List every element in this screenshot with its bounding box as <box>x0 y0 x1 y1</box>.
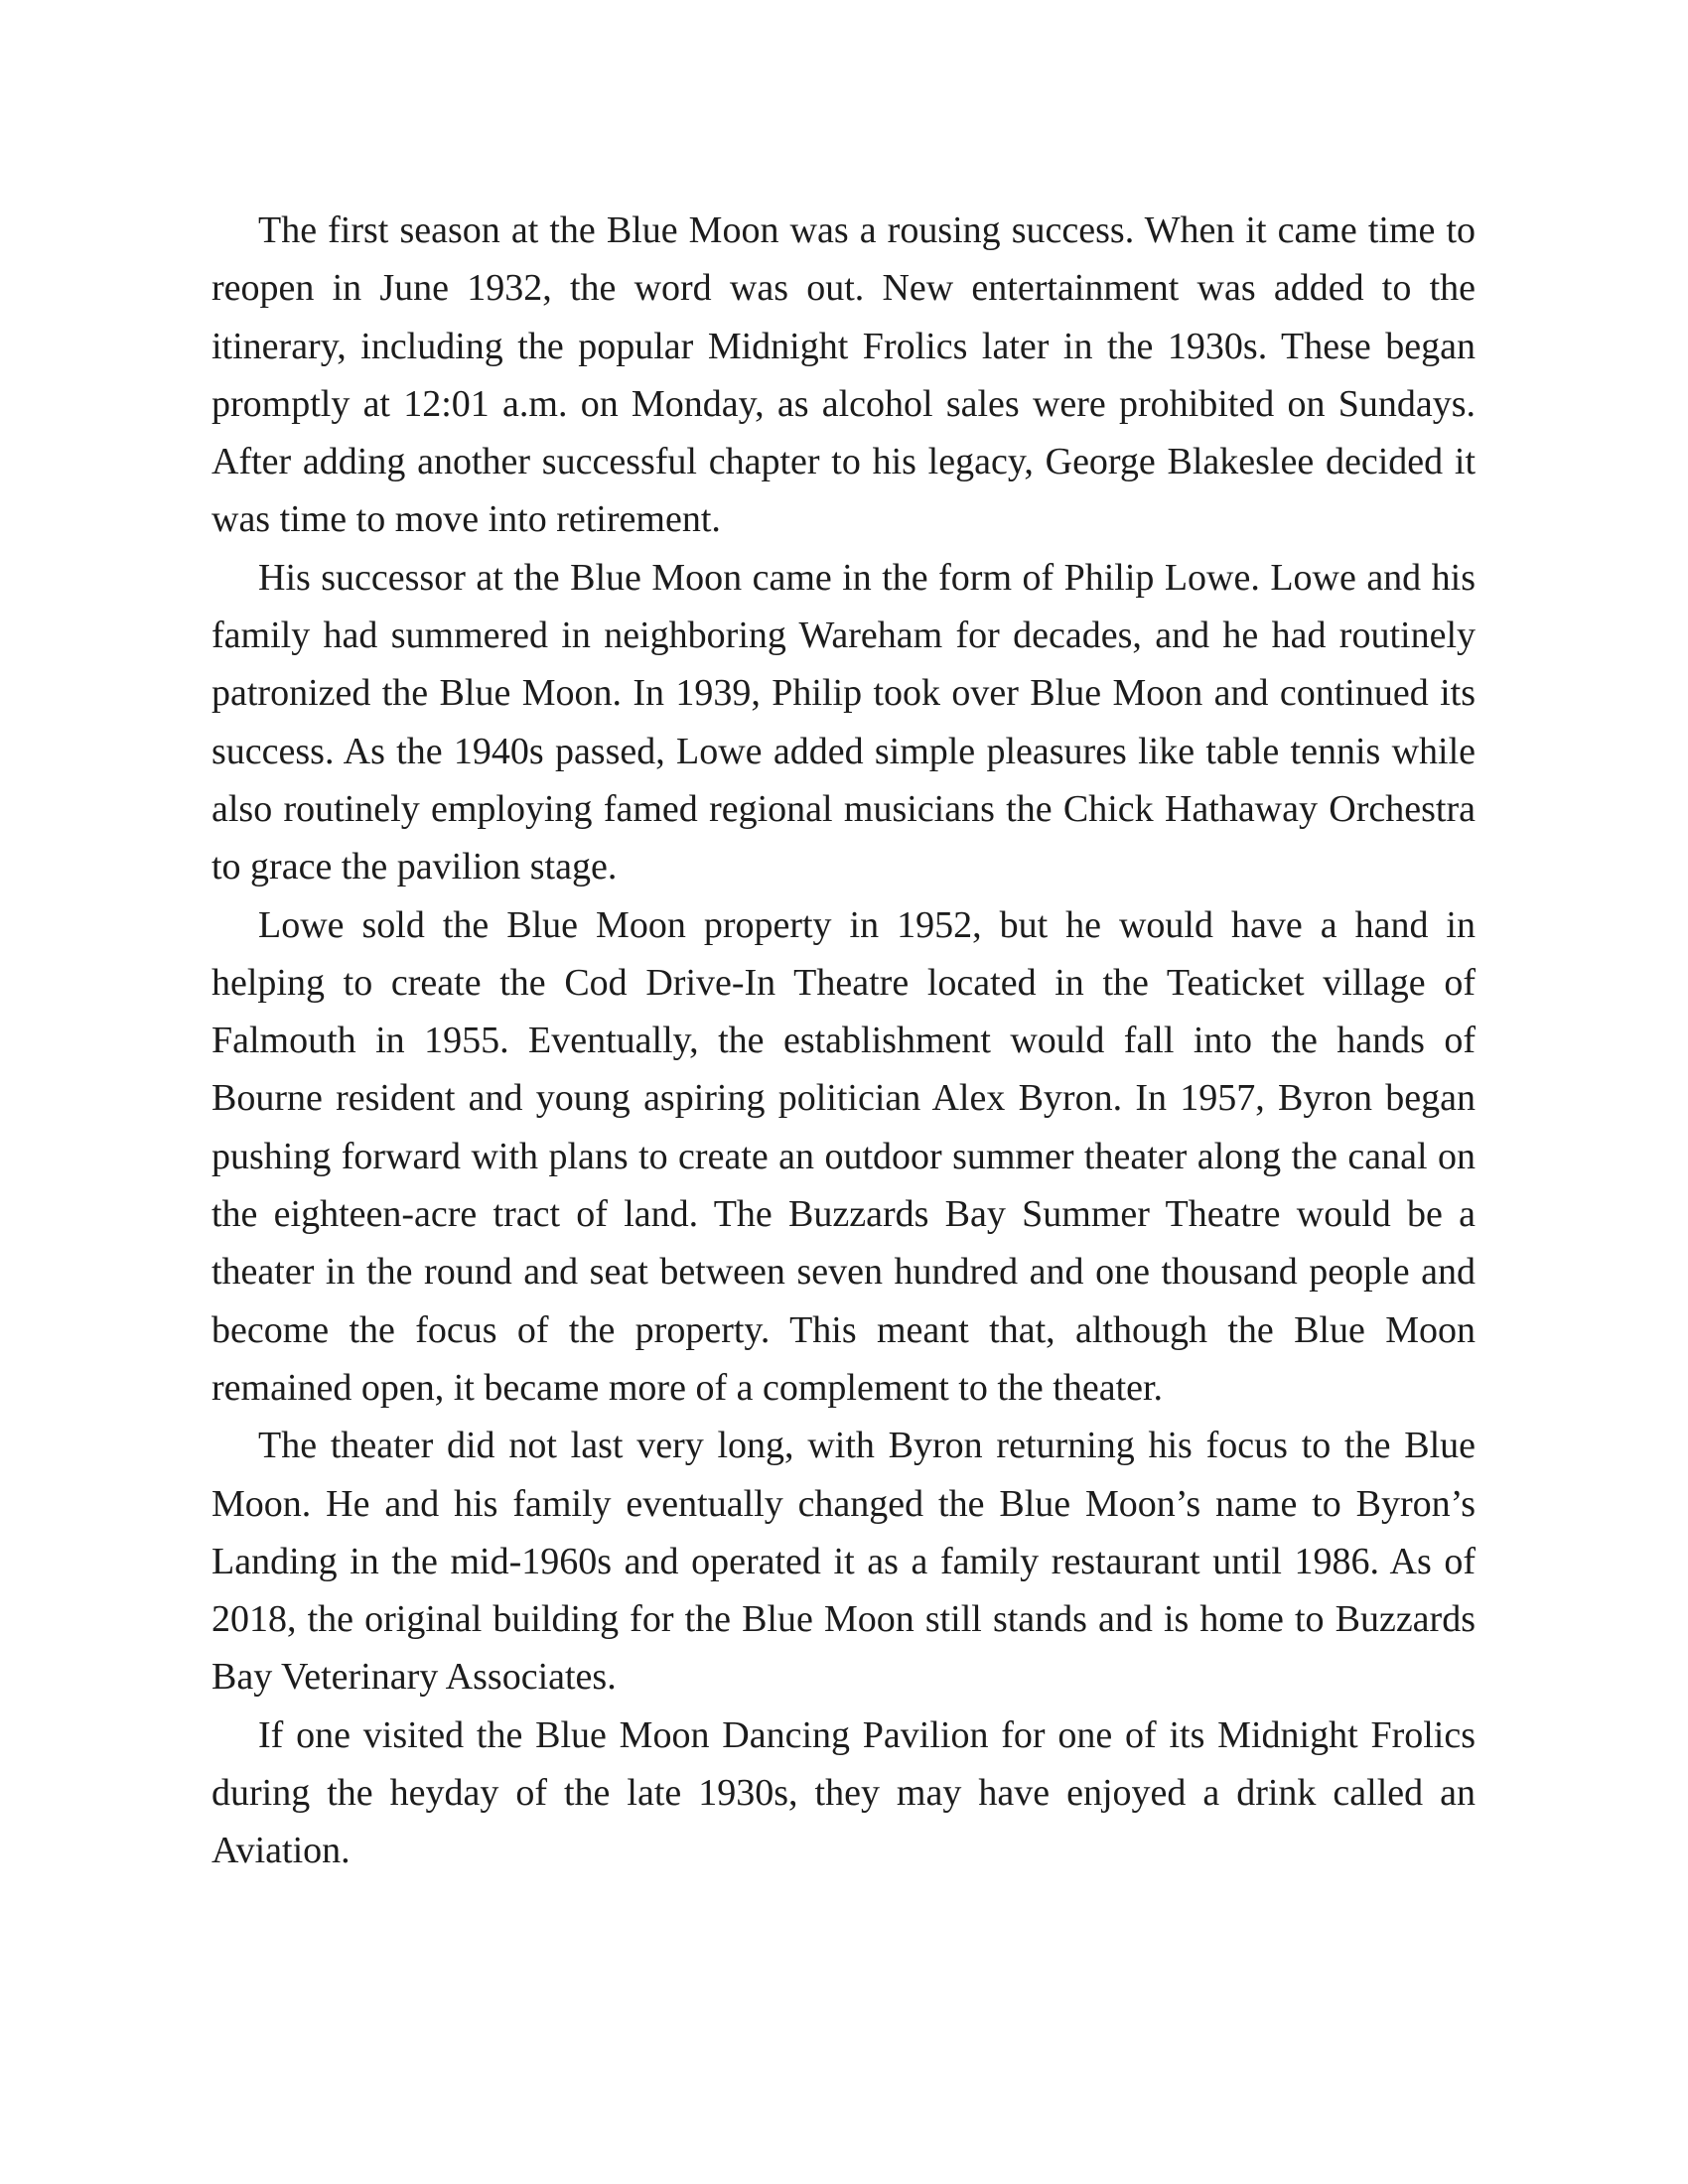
paragraph-aviation: If one visited the Blue Moon Dancing Pavilion for one of its Midnight Frolics during the heyday of the late 1930s, they may have enjoyed a drink called an Aviation. <box>211 1713 1476 1872</box>
paragraph-alex-byron: Lowe sold the Blue Moon property in 1952, but he would have a hand in helping to create the Cod Drive-In Theatre located in the Teaticket village of Falmouth in 1955. Eventually, the establishment would fall into the hands of Bourne resident and young aspiring politician Alex Byron. In 1957, Byron began pushing forward with plans to create an outdoor summer theater along the canal on the eighteen-acre tract of land. The Buzzards Bay Summer Theatre would be a theater in the round and seat between seven hundred and one thousand people and become the focus of the property. This meant that, although the Blue Moon remained open, it became more of a complement to the theater. <box>211 903 1476 1409</box>
page-body <box>211 202 1476 1880</box>
paragraph-philip-lowe: His successor at the Blue Moon came in the form of Philip Lowe. Lowe and his family had summered in neighboring Wareham for decades, and he had routinely patronized the Blue Moon. In 1939, Philip took over Blue Moon and continued its success. As the 1940s passed, Lowe added simple pleasures like table tennis while also routinely employing famed regional musicians the Chick Hathaway Orchestra to grace the pavilion stage. <box>211 556 1476 888</box>
paragraph-first-season: The first season at the Blue Moon was a rousing success. When it came time to reopen in June 1932, the word was out. New entertainment was added to the itinerary, including the popular Midnight Frolics later in the 1930s. These began promptly at 12:01 a.m. on Monday, as alcohol sales were prohibited on Sundays. After adding another successful chapter to his legacy, George Blakeslee decided it was time to move into retirement. <box>211 209 1476 541</box>
paragraph-byrons-landing: The theater did not last very long, with Byron returning his focus to the Blue Moon. He and his family eventually changed the Blue Moon’s name to Byron’s Landing in the mid-1960s and operated it as a family restaurant until 1986. As of 2018, the original building for the Blue Moon still stands and is home to Buzzards Bay Veterinary Associates. <box>211 1425 1476 1699</box>
